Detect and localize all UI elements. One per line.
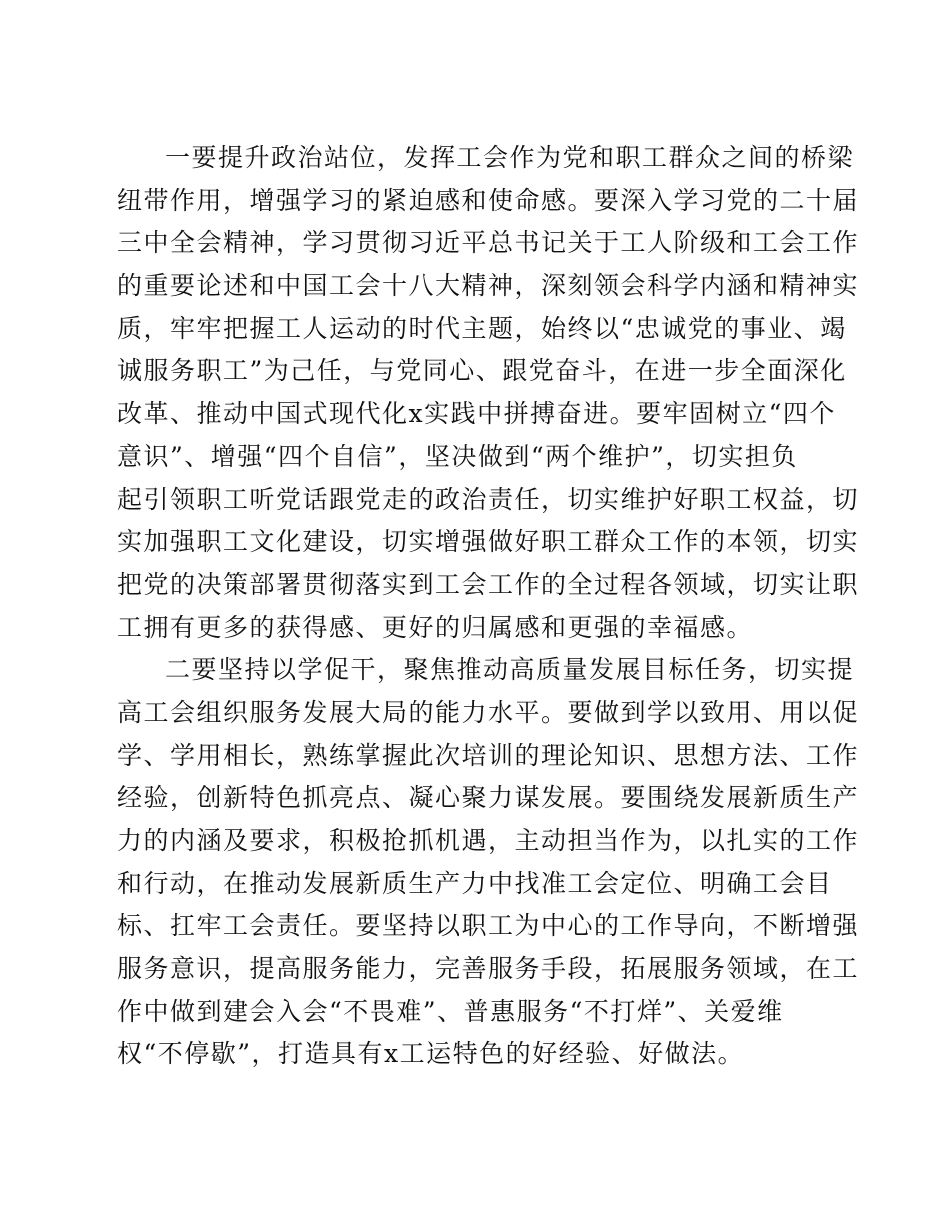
paragraph-line: 作中做到建会入会“不畏难”、普惠服务“不打烊”、关爱维: [117, 996, 784, 1026]
paragraph-line: 意识”、增强“四个自信”，坚决做到“两个维护”，切实担负: [117, 441, 798, 471]
paragraph-line: 标、扛牢工会责任。要坚持以职工为中心的工作导向，不断增强: [117, 911, 860, 941]
paragraph-line: 经验，创新特色抓亮点、凝心聚力谋发展。要围绕发展新质生产: [117, 783, 860, 813]
paragraph-line: 三中全会精神，学习贯彻习近平总书记关于工人阶级和工会工作: [117, 228, 860, 258]
paragraph-line: 起引领职工听党话跟党走的政治责任，切实维护好职工权益，切: [117, 484, 860, 514]
paragraph-line: 实加强职工文化建设，切实增强做好职工群众工作的本领，切实: [117, 527, 860, 557]
paragraph-2: [117, 649, 860, 1076]
paragraph-line: 质，牢牢把握工人运动的时代主题，始终以“忠诚党的事业、竭: [117, 313, 847, 343]
paragraph-line: 权“不停歇”，打造具有x工运特色的好经验、好做法。: [117, 1039, 745, 1069]
paragraph-line: 工拥有更多的获得感、更好的归属感和更强的幸福感。: [117, 612, 754, 642]
paragraph-line: 学、学用相长，熟练掌握此次培训的理论知识、思想方法、工作: [117, 740, 860, 770]
paragraph-line: 高工会组织服务发展大局的能力水平。要做到学以致用、用以促: [117, 697, 860, 727]
paragraph-line: 一要提升政治站位，发挥工会作为党和职工群众之间的桥梁: [165, 143, 855, 172]
paragraph-line: 纽带作用，增强学习的紧迫感和使命感。要深入学习党的二十届: [117, 185, 860, 215]
document-body: [117, 137, 860, 1076]
paragraph-line: 和行动，在推动发展新质生产力中找准工会定位、明确工会目: [117, 868, 833, 898]
paragraph-line: 二要坚持以学促干，聚焦推动高质量发展目标任务，切实提: [165, 655, 855, 685]
paragraph-line: 改革、推动中国式现代化x实践中拼搏奋进。要牢固树立“四个: [117, 399, 836, 429]
paragraph-line: 把党的决策部署贯彻落实到工会工作的全过程各领域，切实让职: [117, 569, 860, 599]
paragraph-line: 力的内涵及要求，积极抢抓机遇，主动担当作为，以扎实的工作: [117, 826, 860, 855]
paragraph-1: [117, 137, 860, 649]
paragraph-line: 诚服务职工”为己任，与党同心、跟党奋斗，在进一步全面深化: [117, 356, 847, 386]
paragraph-line: 服务意识，提高服务能力，完善服务手段，拓展服务领域，在工: [117, 954, 860, 984]
paragraph-line: 的重要论述和中国工会十八大精神，深刻领会科学内涵和精神实: [117, 271, 860, 301]
